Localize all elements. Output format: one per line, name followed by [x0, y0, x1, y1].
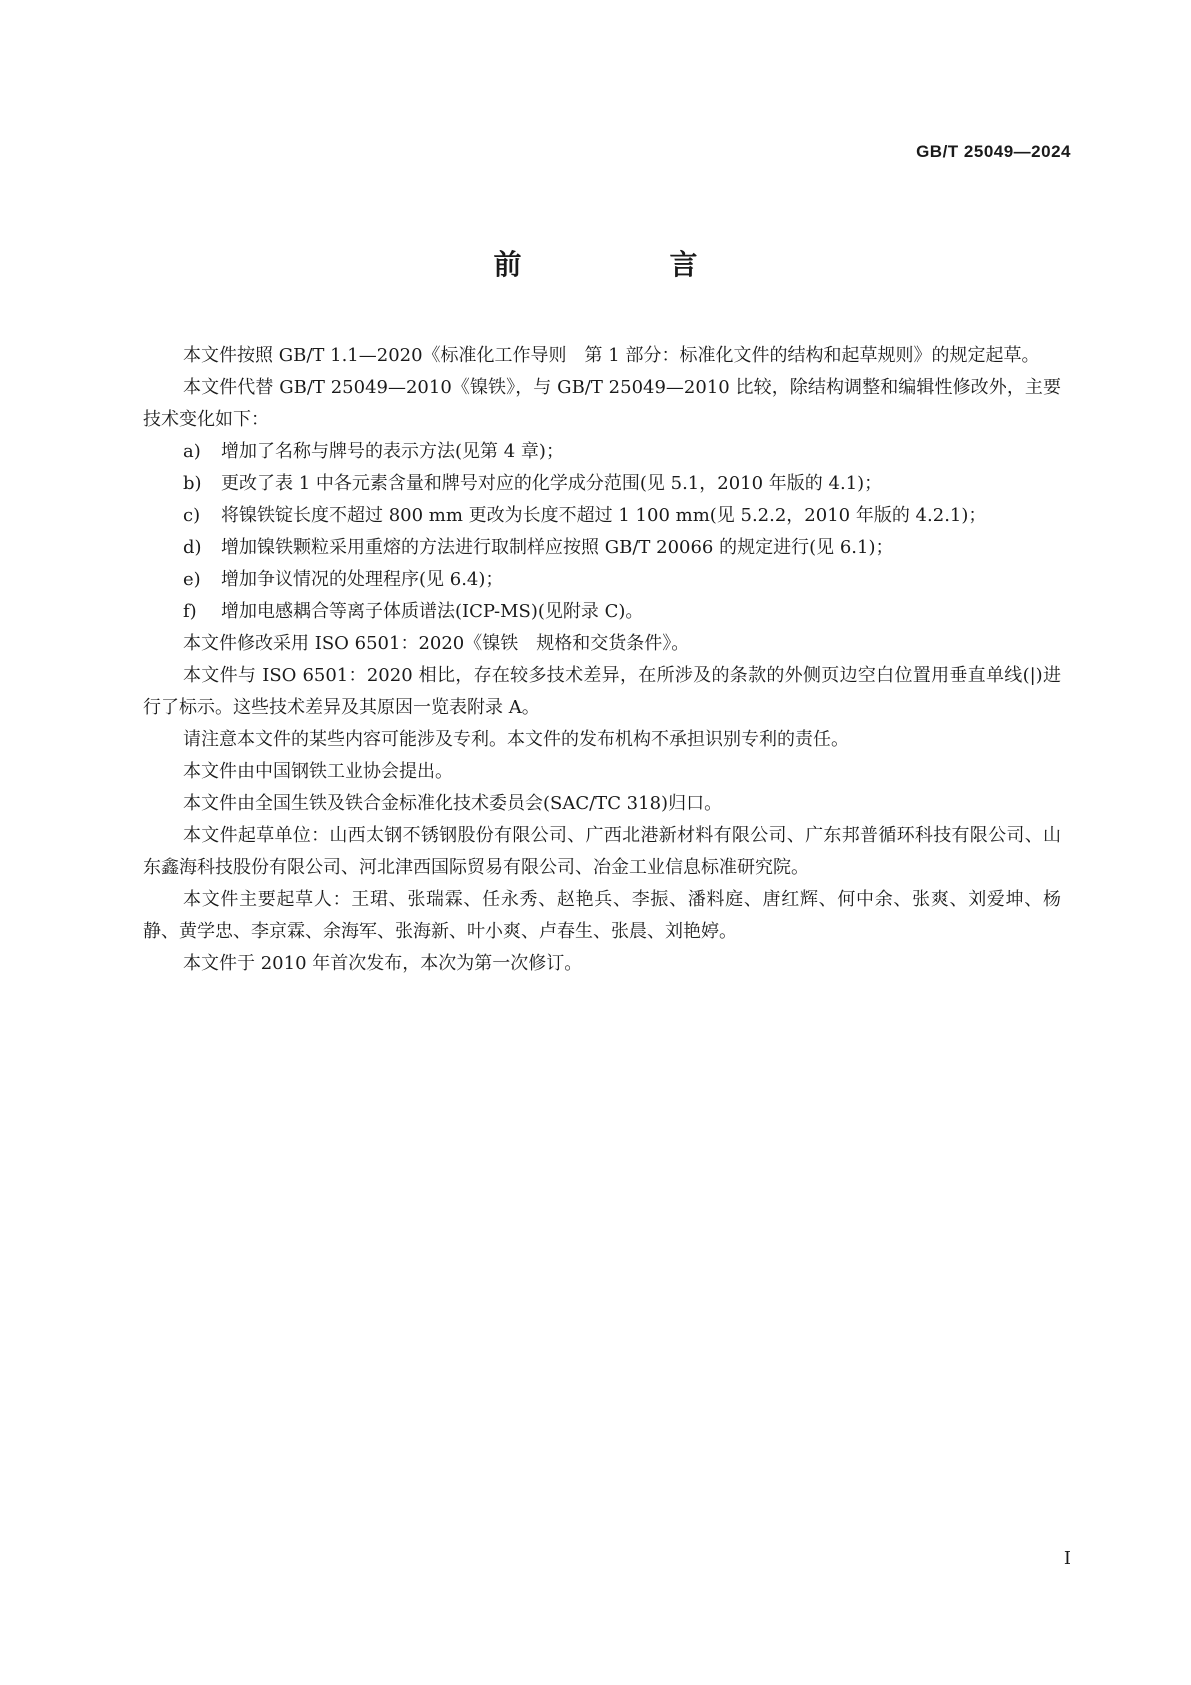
paragraph-proposer: 本文件由中国钢铁工业协会提出。 — [183, 761, 453, 782]
paragraph-technical-differences: 本文件与 ISO 6501：2020 相比，存在较多技术差异，在所涉及的条款的外侧页边空白位置用垂直单线(|)进行了标示。这些技术差异及其原因一览表附录 A。 — [143, 665, 1061, 718]
list-item-label: d) — [183, 537, 202, 558]
list-item-label: a) — [183, 441, 201, 462]
list-item-change-e — [143, 564, 1061, 596]
list-item-label: c) — [183, 505, 201, 526]
list-item-label: f) — [183, 601, 197, 622]
document-body — [143, 340, 1061, 980]
list-item-text: 增加争议情况的处理程序(见 6.4)； — [221, 569, 504, 590]
paragraph-committee: 本文件由全国生铁及铁合金标准化技术委员会(SAC/TC 318)归口。 — [183, 793, 723, 814]
list-item-change-a — [143, 436, 1061, 468]
list-item-change-d — [143, 532, 1061, 564]
paragraph-patent-notice: 请注意本文件的某些内容可能涉及专利。本文件的发布机构不承担识别专利的责任。 — [183, 729, 849, 750]
list-item-text: 增加了名称与牌号的表示方法(见第 4 章)； — [221, 441, 564, 462]
list-item-text: 将镍铁锭长度不超过 800 mm 更改为长度不超过 1 100 mm(见 5.2.2，2010 年版的 4.2.1)； — [221, 505, 987, 526]
standard-code: GB/T 25049—2024 — [916, 142, 1071, 161]
paragraph-publication-history: 本文件于 2010 年首次发布，本次为第一次修订。 — [183, 953, 583, 974]
list-item-change-c — [143, 500, 1061, 532]
page-title: 前 言 — [493, 248, 758, 281]
list-item-change-f — [143, 596, 1061, 628]
list-item-label: e) — [183, 569, 201, 590]
list-item-label: b) — [183, 473, 202, 494]
paragraph-drafting-units: 本文件起草单位：山西太钢不锈钢股份有限公司、广西北港新材料有限公司、广东邦普循环科技有限公司、山东鑫海科技股份有限公司、河北津西国际贸易有限公司、冶金工业信息标准研究院。 — [143, 825, 1061, 878]
list-item-change-b — [143, 468, 1061, 500]
paragraph-replacement: 本文件代替 GB/T 25049—2010《镍铁》，与 GB/T 25049—2010 比较，除结构调整和编辑性修改外，主要技术变化如下： — [143, 377, 1061, 430]
paragraph-iso-adoption: 本文件修改采用 ISO 6501：2020《镍铁 规格和交货条件》。 — [183, 633, 690, 654]
paragraph-drafting-rules: 本文件按照 GB/T 1.1—2020《标准化工作导则 第 1 部分：标准化文件的结构和起草规则》的规定起草。 — [183, 345, 1040, 366]
list-item-text: 增加电感耦合等离子体质谱法(ICP-MS)(见附录 C)。 — [221, 601, 644, 622]
page-number: I — [1063, 1548, 1071, 1569]
paragraph-drafters: 本文件主要起草人：王珺、张瑞霖、任永秀、赵艳兵、李振、潘料庭、唐红辉、何中余、张爽、刘爱坤、杨静、黄学忠、李京霖、余海军、张海新、叶小爽、卢春生、张晨、刘艳婷。 — [143, 889, 1061, 942]
list-item-text: 增加镍铁颗粒采用重熔的方法进行取制样应按照 GB/T 20066 的规定进行(见 6.1)； — [221, 537, 894, 558]
list-item-text: 更改了表 1 中各元素含量和牌号对应的化学成分范围(见 5.1，2010 年版的 4.1)； — [221, 473, 883, 494]
